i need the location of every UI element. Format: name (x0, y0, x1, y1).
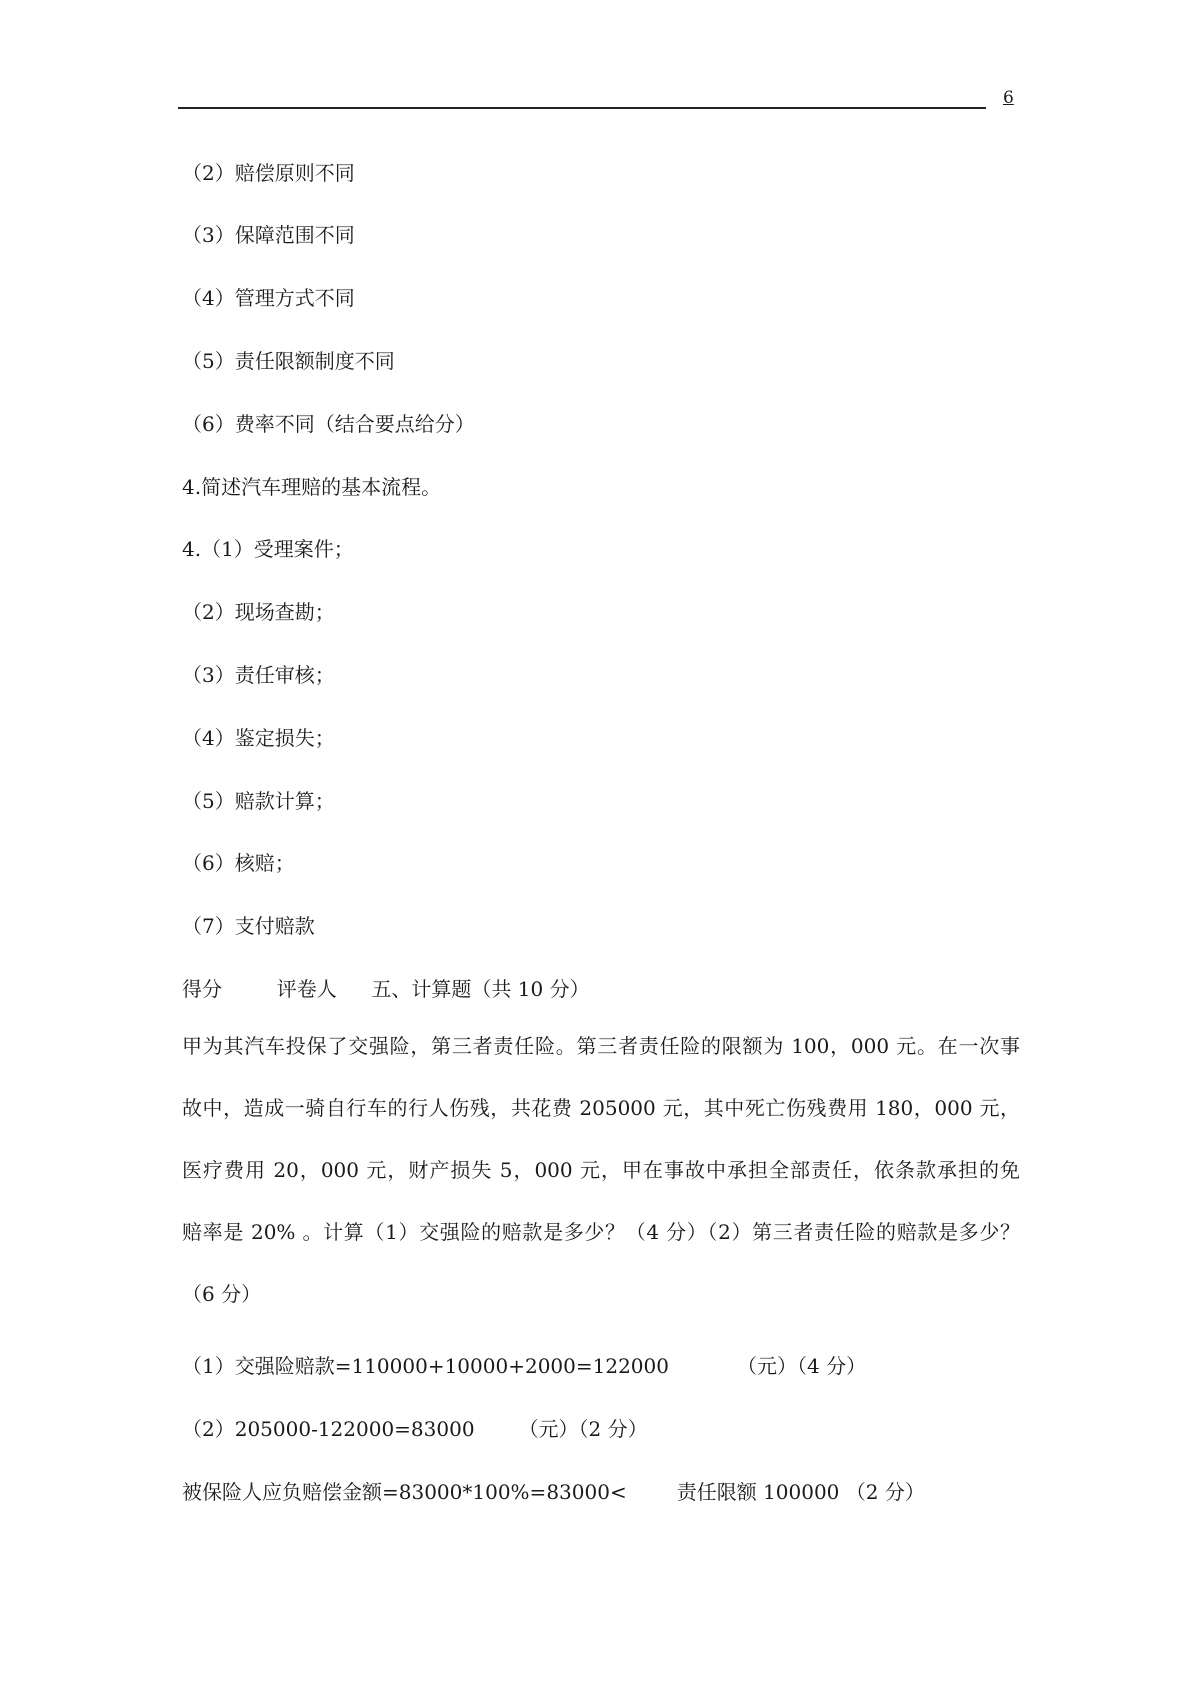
text-line: （4）鉴定损失； (182, 726, 335, 750)
text-line: （6）费率不同（结合要点给分） (182, 412, 475, 436)
score-row (182, 976, 590, 1002)
text-line: （3）保障范围不同 (182, 223, 355, 247)
question-line: （6 分） (182, 1282, 262, 1306)
header-rule (178, 107, 986, 109)
answer-score: （元）（4 分） (736, 1354, 867, 1378)
text-line: （7）支付赔款 (182, 914, 315, 938)
answer-line-2 (182, 1416, 648, 1442)
question-line: 医疗费用 20，000 元，财产损失 5，000 元，甲在事故中承担全部责任，依条款承担的免 (182, 1158, 1020, 1182)
question-line: 甲为其汽车投保了交强险，第三者责任险。第三者责任险的限额为 100，000 元。在一次事 (182, 1034, 1020, 1058)
question-heading: 4.简述汽车理赔的基本流程。 (182, 475, 442, 499)
answer-line-3 (182, 1479, 925, 1505)
answer-formula: （1）交强险赔款=110000+10000+2000=122000 (182, 1354, 669, 1378)
text-line: （6）核赔； (182, 851, 295, 875)
text-line: （5）责任限额制度不同 (182, 349, 395, 373)
answer-line-1 (182, 1353, 866, 1379)
text-line: （4）管理方式不同 (182, 286, 355, 310)
grader-label: 评卷人 (276, 977, 337, 1001)
section-title: 五、计算题（共 10 分） (371, 977, 590, 1001)
score-label: 得分 (182, 977, 222, 1001)
question-line: 赔率是 20% 。计算（1）交强险的赔款是多少？（4 分）（2）第三者责任险的赔款是多少？ (182, 1220, 1020, 1244)
answer-score: 责任限额 100000 （2 分） (676, 1480, 925, 1504)
answer-formula: （2）205000-122000=83000 (182, 1417, 475, 1441)
answer-formula: 被保险人应负赔偿金额=83000*100%=83000< (182, 1480, 627, 1504)
text-line: （2）赔偿原则不同 (182, 161, 355, 185)
text-line: （3）责任审核； (182, 663, 335, 687)
text-line: 4.（1）受理案件； (182, 537, 354, 561)
question-paragraph (182, 1015, 1020, 1325)
page-number: 6 (1003, 88, 1014, 108)
text-line: （2）现场查勘； (182, 600, 335, 624)
answer-score: （元）（2 分） (518, 1417, 648, 1441)
text-line: （5）赔款计算； (182, 789, 335, 813)
question-line: 故中，造成一骑自行车的行人伤残，共花费 205000 元，其中死亡伤残费用 180，000 元， (182, 1096, 1020, 1120)
